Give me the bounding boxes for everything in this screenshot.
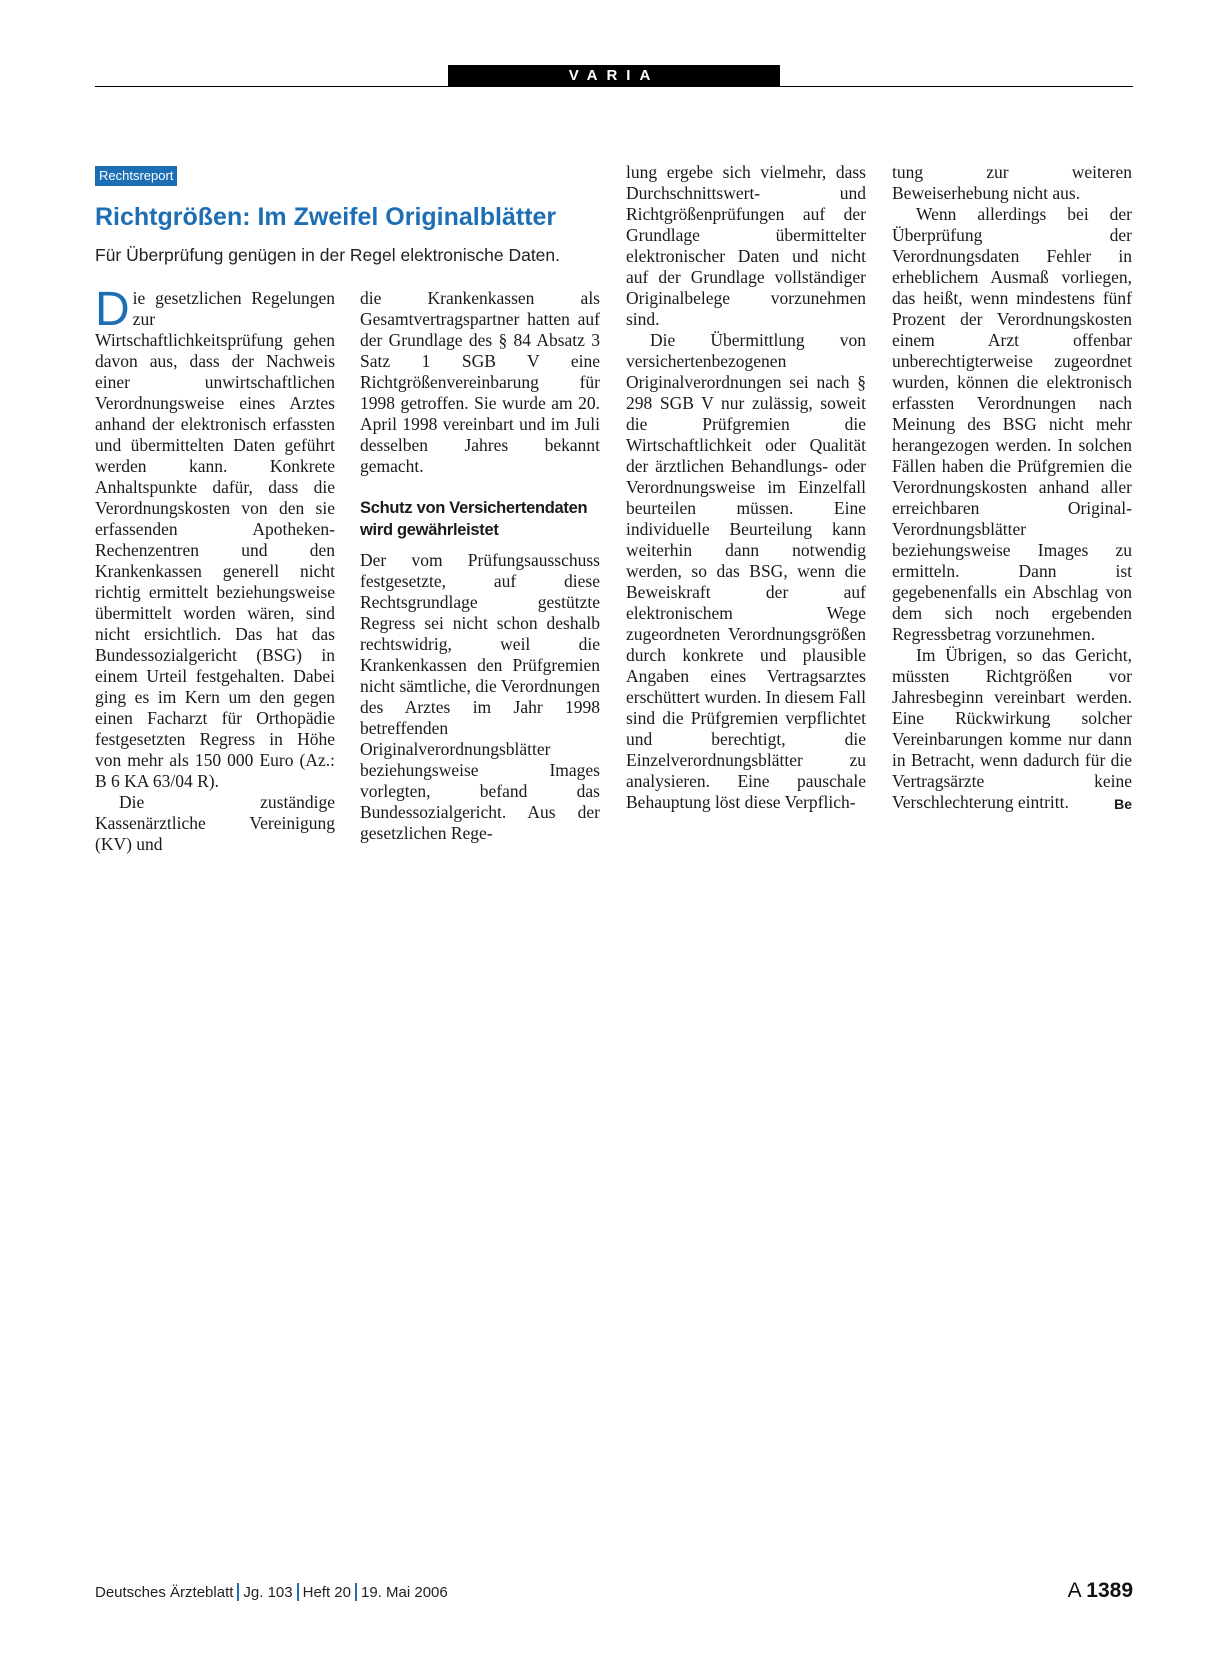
paragraph: Der vom Prüfungsausschuss festgesetzte, auf diese Rechtsgrundlage gestützte Regress sei nicht schon deshalb rechtswidrig, weil die Krankenkassen den Prüfgremien nicht sämtliche, die Verordnungen des Arztes im Jahr 1998 betreffenden Originalverordnungsblätter beziehungsweise Images vorlegten, befand das Bundessozialgericht. Aus der gesetzlichen Rege-	[360, 550, 600, 843]
page-prefix: A	[1067, 1579, 1081, 1602]
page-number	[1068, 1576, 1133, 1606]
separator	[237, 1583, 239, 1601]
text-column-1	[95, 283, 335, 855]
paragraph: lung ergebe sich vielmehr, dass Durchschnittswert- und Richtgrößenprüfungen auf der Grundlage übermittelter elektronischer Daten und nicht auf der Grundlage vollständiger Originalbelege vorzunehmen sind.	[626, 162, 866, 329]
journal-name: Deutsches Ärzteblatt	[95, 1584, 234, 1601]
author-signature: Be	[1114, 796, 1132, 812]
kicker-label: Rechtsreport	[95, 166, 177, 186]
article-subtitle: Für Überprüfung genügen in der Regel elektronische Daten.	[95, 245, 561, 265]
article-title: Richtgrößen: Im Zweifel Originalblätter	[95, 203, 557, 231]
paragraph: Wenn allerdings bei der Überprüfung der Verordnungsdaten Fehler in erheblichem Ausmaß vorliegen, das heißt, wenn mindestens fünf Prozent der Verordnungskosten einem Arzt offenbar unberechtigterweise zugeordnet wurden, können die elektronisch erfassten Verordnungen nach Meinung des BSG nicht mehr herangezogen werden. In solchen Fällen haben die Prüfgremien die Verordnungskosten anhand aller erreichbaren Original-Verordnungsblätter beziehungsweise Images zu ermitteln. Dann ist gegebenenfalls ein Abschlag von dem sich noch ergebenden Regressbetrag vorzunehmen.	[892, 204, 1132, 644]
text-column-2	[360, 288, 600, 844]
page-number-value: 1389	[1086, 1579, 1133, 1602]
paragraph-text: ie gesetzlichen Regelungen zur Wirtschaftlichkeitsprüfung gehen davon aus, dass der Nachweis einer unwirtschaftlichen Verordnungsweise eines Arztes anhand der elektronisch erfassten und übermittelten Daten geführt werden kann. Konkrete Anhaltspunkte dafür, dass die Verordnungskosten von den sie erfassenden Apotheken-Rechenzentren und den Krankenkassen generell nicht richtig ermittelt beziehungsweise übermittelt worden wären, sind nicht ersichtlich. Das hat das Bundessozialgericht (BSG) in einem Urteil festgehalten. Dabei ging es im Kern um den gegen einen Facharzt für Orthopädie festgesetzten Regress in Höhe von mehr als 150 000 Euro (Az.: B 6 KA 63/04 R).	[95, 288, 335, 791]
footer-citation	[95, 1582, 448, 1604]
paragraph	[95, 283, 335, 792]
separator	[297, 1583, 299, 1601]
separator	[355, 1583, 357, 1601]
paragraph	[892, 645, 1132, 813]
paragraph: Die zuständige Kassenärztliche Vereinigung (KV) und	[95, 792, 335, 854]
section-label: VARIA	[448, 65, 780, 86]
paragraph: tung zur weiteren Beweiserhebung nicht aus.	[892, 162, 1132, 203]
volume: Jg. 103	[243, 1584, 293, 1601]
text-column-4	[892, 162, 1132, 815]
issue-date: 19. Mai 2006	[361, 1584, 448, 1601]
paragraph: Die Übermittlung von versichertenbezogenen Originalverordnungen sei nach § 298 SGB V nur zulässig, soweit die Prüfgremien die Wirtschaftlichkeit oder Qualität der ärztlichen Behandlungs- oder Verordnungsweise im Einzelfall beurteilen müssen. Eine individuelle Beurteilung kann weiterhin dann notwendig werden, so das BSG, wenn die Beweiskraft der auf elektronischem Wege zugeordneten Verordnungsgrößen durch konkrete und plausible Angaben eines Vertragsarztes erschüttert wurden. In diesem Fall sind die Prüfgremien verpflichtet und berechtigt, die Einzelverordnungsblätter zu analysieren. Eine pauschale Behauptung löst diese Verpflich-	[626, 330, 866, 812]
paragraph-text: Im Übrigen, so das Gericht, müssten Richtgrößen vor Jahresbeginn vereinbart werden. Eine Rückwirkung solcher Vereinbarungen komme nur dann in Betracht, wenn dadurch für die Vertragsärzte keine Verschlechterung eintritt.	[892, 645, 1132, 812]
issue: Heft 20	[302, 1584, 351, 1601]
text-column-3	[626, 162, 866, 813]
paragraph: die Krankenkassen als Gesamtvertragspartner hatten auf der Grundlage des § 84 Absatz 3 Satz 1 SGB V eine Richtgrößenvereinbarung für 1998 getroffen. Sie wurde am 20. April 1998 vereinbart und im Juli desselben Jahres bekannt gemacht.	[360, 288, 600, 476]
drop-cap: D	[95, 283, 130, 336]
section-heading: Schutz von Versichertendaten wird gewährleistet	[360, 499, 588, 539]
header-rule	[95, 86, 1133, 87]
